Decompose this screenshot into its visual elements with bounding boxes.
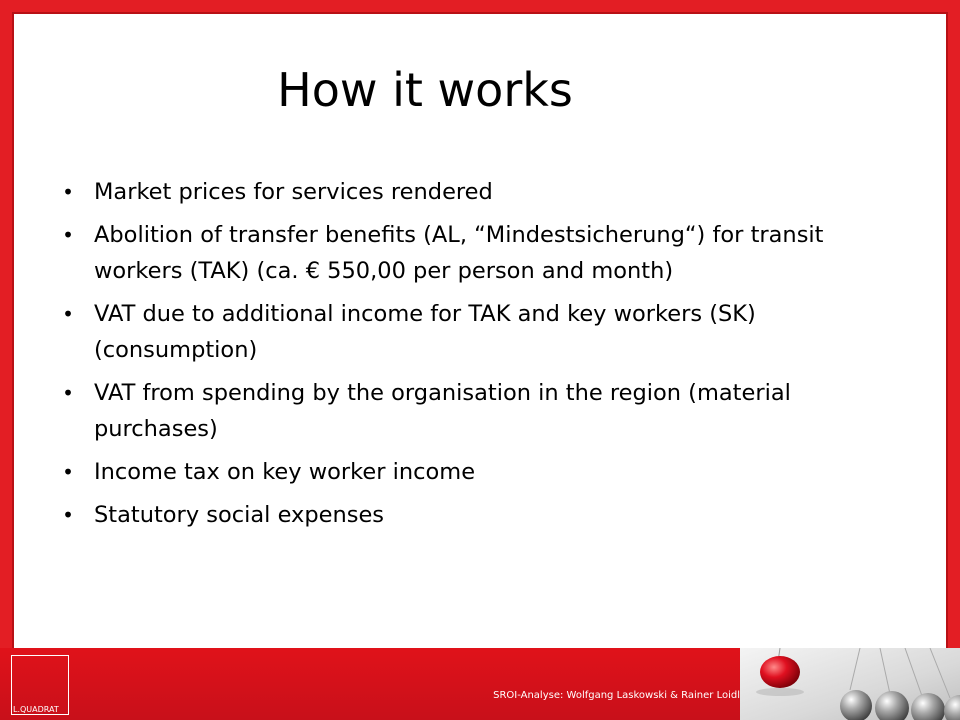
newtons-cradle-icon (740, 648, 960, 720)
bullet-text: Income tax on key worker income (94, 459, 476, 485)
bullet-icon: • (62, 302, 74, 326)
logo-text: L.QUADRAT (13, 705, 59, 714)
bullet-text: Statutory social expenses (94, 502, 385, 528)
bullet-item (62, 296, 914, 368)
bullet-item (62, 375, 914, 447)
slide-title: How it works (277, 63, 573, 117)
bullet-text: VAT from spending by the organisation in the region (material purchases) (94, 380, 791, 442)
bullet-icon: • (62, 460, 74, 484)
bullet-icon: • (62, 503, 74, 527)
bullet-text: Market prices for services rendered (94, 179, 493, 205)
bullet-item (62, 174, 914, 210)
footer-credit: SROI-Analyse: Wolfgang Laskowski & Rainer Loidl (493, 690, 740, 701)
bullet-icon: • (62, 223, 74, 247)
bullet-item (62, 454, 914, 490)
bullet-list (62, 174, 914, 540)
bullet-icon: • (62, 180, 74, 204)
bullet-text: VAT due to additional income for TAK and key workers (SK) (consumption) (94, 301, 756, 363)
bullet-text: Abolition of transfer benefits (AL, “Mindestsicherung“) for transit workers (TAK) (ca. € 550,00 per person and month) (94, 222, 824, 284)
bullet-item (62, 497, 914, 533)
bullet-icon: • (62, 381, 74, 405)
bullet-item (62, 217, 914, 289)
